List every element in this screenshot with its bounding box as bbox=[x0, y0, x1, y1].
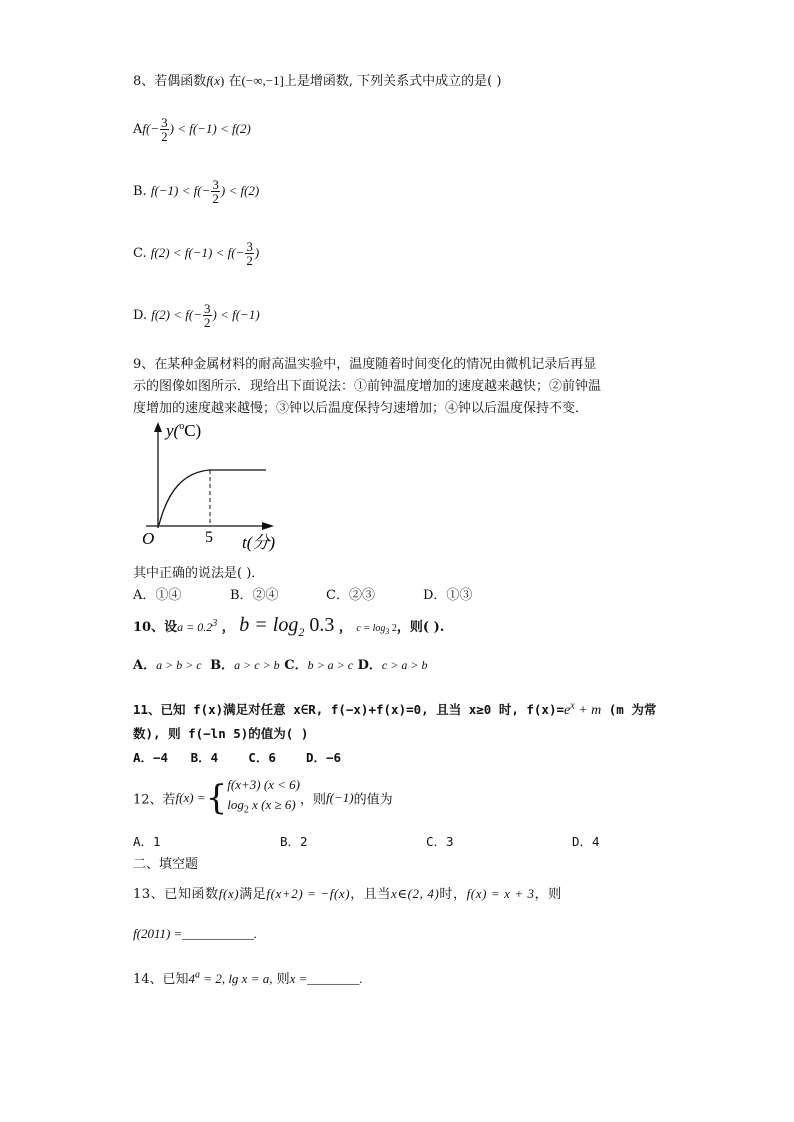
q9-option-b[interactable]: B．②④ bbox=[230, 588, 279, 603]
q8-option-b[interactable]: B. f(−1) < f(− $\frac{3}{2}$ ) < f(2) bbox=[133, 177, 260, 206]
q14-answer-blank[interactable]: x =________. bbox=[289, 971, 363, 986]
q12-option-c[interactable]: C．3 bbox=[426, 834, 454, 849]
q12-option-d[interactable]: D．4 bbox=[572, 834, 600, 849]
q10-option-b[interactable]: B．a > c > b bbox=[210, 658, 280, 673]
q10-option-a[interactable]: A．a > b > c bbox=[133, 658, 202, 673]
q14-stem: 14、已知$4^a = 2$, lg x = a, 则x =________. bbox=[133, 969, 363, 987]
q9-line-2: 示的图像如图所示．现给出下面说法：①前钟温度增加的速度越来越快；②前钟温 bbox=[133, 379, 602, 394]
x-axis-label: t(分) bbox=[242, 533, 276, 552]
q12-option-a[interactable]: A．1 bbox=[133, 834, 161, 849]
q9-option-c[interactable]: C．②③ bbox=[326, 588, 375, 603]
y-axis-label: y($^o$C) bbox=[166, 421, 202, 440]
q13-line-1: 13、已知函数f(x)满足f(x+2) = −f(x)，且当x∈(2, 4)时，f(x) = x + 3，则 bbox=[133, 886, 562, 902]
q11-line-1: 11、已知 f(x)满足对任意 x∈R, f(−x)+f(x)=0, 且当 x≥0 时, $f(x)=e^x + m$ (m 为常 bbox=[133, 700, 657, 718]
q8-option-a[interactable]: Af(− $\frac{3}{2}$ ) < f(−1) < f(2) bbox=[133, 115, 251, 144]
tick-label-5: 5 bbox=[205, 529, 213, 546]
q12-options bbox=[133, 832, 600, 850]
q10-stem: 10、设$a = 0.2^3$ ， $b = \log_2 0.3$ ， $c = \log_3 2$，则( ). bbox=[133, 614, 445, 639]
temperature-graph bbox=[132, 418, 292, 558]
q10-options bbox=[133, 654, 427, 673]
x-axis-arrow bbox=[262, 522, 274, 530]
q11-options[interactable]: A．−4 B．4 C．6 D．−6 bbox=[133, 750, 342, 765]
piecewise-brace: { bbox=[205, 777, 228, 818]
q8-option-c[interactable]: C. f(2) < f(−1) < f(− $\frac{3}{2}$ ) bbox=[133, 239, 260, 268]
temperature-curve bbox=[159, 470, 266, 525]
q9-option-d[interactable]: D．①③ bbox=[423, 588, 473, 603]
q12-stem: 12、若f(x) ={ f(x+3) (x < 6) $\log_2 x$ (x ≥ 6) ，则f(−1)的值为 bbox=[133, 775, 393, 821]
y-axis-arrow bbox=[154, 422, 162, 432]
q8-option-d[interactable]: D. f(2) < f(− $\frac{3}{2}$ ) < f(−1) bbox=[133, 301, 260, 330]
q10-option-c[interactable]: C．b > a > c bbox=[284, 658, 354, 673]
q8-stem: 8、若偶函数f(x) 在(−∞,−1]上是增函数, 下列关系式中成立的是( ) bbox=[133, 73, 502, 89]
origin-label: O bbox=[142, 529, 155, 548]
q11-line-2: 数), 则 f(−ln 5)的值为( ) bbox=[133, 726, 309, 741]
q10-option-d[interactable]: D．c > a > b bbox=[357, 658, 428, 673]
piecewise-cases: f(x+3) (x < 6) $\log_2 x$ (x ≥ 6) bbox=[227, 777, 301, 816]
q9-option-a[interactable]: A．①④ bbox=[133, 588, 182, 603]
q12-option-b[interactable]: B．2 bbox=[280, 834, 308, 849]
q9-prompt: 其中正确的说法是( )． bbox=[133, 566, 265, 581]
q13-answer-blank[interactable]: f(2011) =___________. bbox=[133, 926, 258, 941]
q9-line-3: 度增加的速度越来越慢；③钟以后温度保持匀速增加；④钟以后温度保持不变． bbox=[133, 401, 589, 416]
q9-line-1: 9、在某种金属材料的耐高温实验中，温度随着时间变化的情况由微机记录后再显 bbox=[133, 357, 597, 372]
q9-options bbox=[133, 584, 472, 603]
section-title-fill-in: 二、填空题 bbox=[133, 857, 199, 872]
